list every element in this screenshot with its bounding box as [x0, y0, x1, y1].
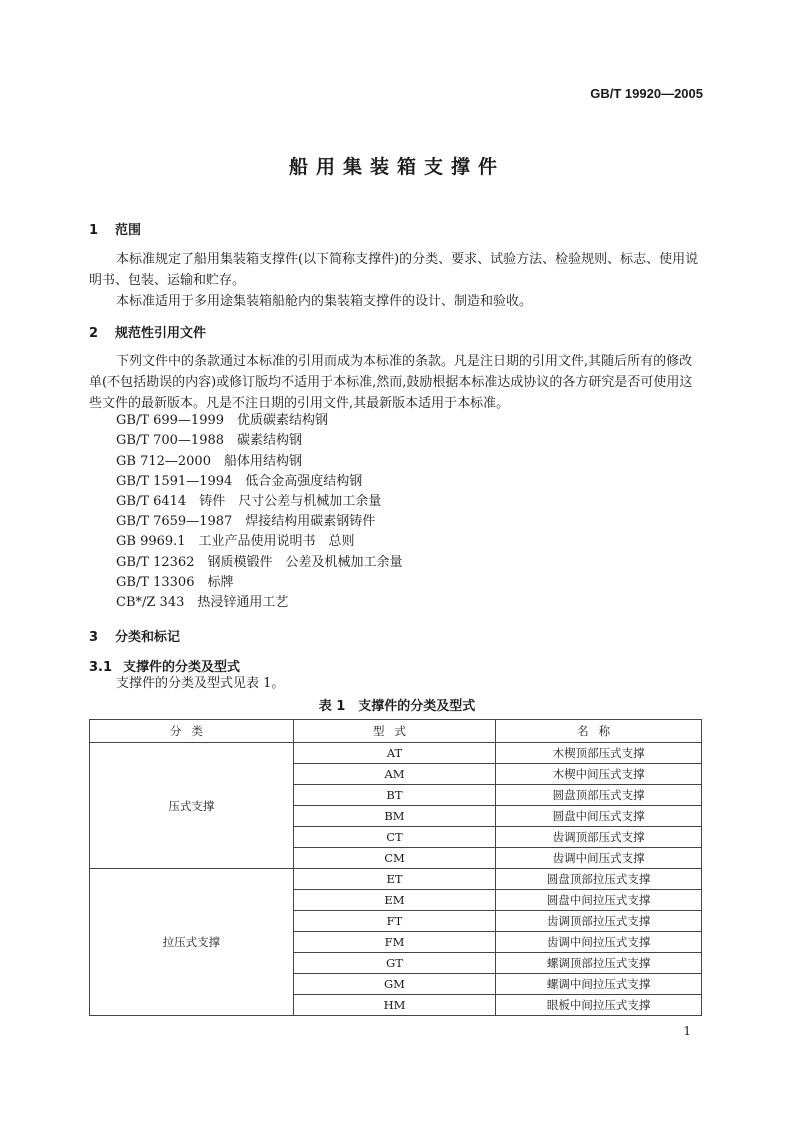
category-cell: 拉压式支撑	[90, 869, 294, 1016]
reference-item: GB/T 13306 标牌	[116, 575, 234, 590]
subsection-title: 支撑件的分类及型式	[123, 660, 241, 675]
reference-item: GB 712—2000 船体用结构钢	[116, 454, 302, 469]
type-cell: BT	[293, 785, 496, 806]
name-cell: 圆盘顶部压式支撑	[496, 785, 702, 806]
name-cell: 齿调顶部压式支撑	[496, 827, 702, 848]
table-header-row	[90, 720, 702, 743]
section-1-heading	[89, 219, 141, 238]
table-row	[90, 869, 702, 890]
type-cell: EM	[293, 890, 496, 911]
standard-number: GB/T 19920—2005	[590, 86, 703, 101]
reference-item: GB/T 6414 铸件 尺寸公差与机械加工余量	[116, 494, 382, 509]
type-cell: GT	[293, 953, 496, 974]
type-cell: FM	[293, 932, 496, 953]
section-number: 1	[89, 223, 99, 238]
type-cell: CM	[293, 848, 496, 869]
page-number: 1	[683, 1024, 691, 1038]
section-2-paragraph-1: 下列文件中的条款通过本标准的引用而成为本标准的条款。凡是注日期的引用文件,其随后所有的修改单(不包括勘误的内容)或修订版均不适用于本标准,然而,鼓励根据本标准达成协议的各方研究是否可使用这些文件的最新版本。凡是不注日期的引用文件,其最新版本适用于本标准。	[89, 354, 693, 411]
section-1-paragraph-1: 本标准规定了船用集装箱支撑件(以下简称支撑件)的分类、要求、试验方法、检验规则、标志、使用说明书、包装、运输和贮存。	[89, 252, 699, 288]
name-cell: 螺调中间拉压式支撑	[496, 974, 702, 995]
section-number: 2	[89, 326, 99, 341]
section-number: 3	[89, 630, 99, 645]
type-cell: CT	[293, 827, 496, 848]
column-header-category: 分类	[90, 720, 294, 743]
subsection-3-1-text: 支撑件的分类及型式见表 1。	[116, 676, 285, 691]
section-title: 规范性引用文件	[115, 326, 207, 341]
reference-item: GB/T 7659—1987 焊接结构用碳素钢铸件	[116, 514, 376, 529]
type-cell: AM	[293, 764, 496, 785]
reference-item: GB/T 700—1988 碳素结构钢	[116, 433, 303, 448]
column-header-name: 名称	[496, 720, 702, 743]
type-cell: AT	[293, 743, 496, 764]
name-cell: 木楔顶部压式支撑	[496, 743, 702, 764]
name-cell: 圆盘中间拉压式支撑	[496, 890, 702, 911]
table-row	[90, 743, 702, 764]
name-cell: 木楔中间压式支撑	[496, 764, 702, 785]
section-title: 分类和标记	[115, 630, 181, 645]
reference-item: CB*/Z 343 热浸锌通用工艺	[116, 595, 289, 610]
name-cell: 眼板中间拉压式支撑	[496, 995, 702, 1016]
type-cell: BM	[293, 806, 496, 827]
name-cell: 齿调顶部拉压式支撑	[496, 911, 702, 932]
name-cell: 螺调顶部拉压式支撑	[496, 953, 702, 974]
section-3-heading	[89, 626, 180, 645]
category-cell: 压式支撑	[90, 743, 294, 869]
reference-item: GB/T 1591—1994 低合金高强度结构钢	[116, 474, 363, 489]
document-title: 船用集装箱支撑件	[288, 156, 505, 178]
reference-item: GB/T 699—1999 优质碳素结构钢	[116, 413, 329, 428]
table-1-caption: 表 1 支撑件的分类及型式	[318, 699, 476, 714]
reference-item: GB/T 12362 钢质模锻件 公差及机械加工余量	[116, 555, 403, 570]
type-cell: GM	[293, 974, 496, 995]
name-cell: 圆盘中间压式支撑	[496, 806, 702, 827]
reference-item: GB 9969.1 工业产品使用说明书 总则	[116, 534, 355, 549]
type-cell: FT	[293, 911, 496, 932]
name-cell: 齿调中间压式支撑	[496, 848, 702, 869]
section-title: 范围	[115, 223, 142, 238]
name-cell: 齿调中间拉压式支撑	[496, 932, 702, 953]
classification-table	[89, 719, 702, 1016]
name-cell: 圆盘顶部拉压式支撑	[496, 869, 702, 890]
column-header-type: 型式	[293, 720, 496, 743]
subsection-number: 3.1	[89, 660, 113, 675]
type-cell: ET	[293, 869, 496, 890]
section-2-heading	[89, 322, 206, 341]
subsection-3-1-heading	[89, 656, 240, 675]
type-cell: HM	[293, 995, 496, 1016]
section-1-paragraph-2: 本标准适用于多用途集装箱船舱内的集装箱支撑件的设计、制造和验收。	[116, 294, 533, 309]
